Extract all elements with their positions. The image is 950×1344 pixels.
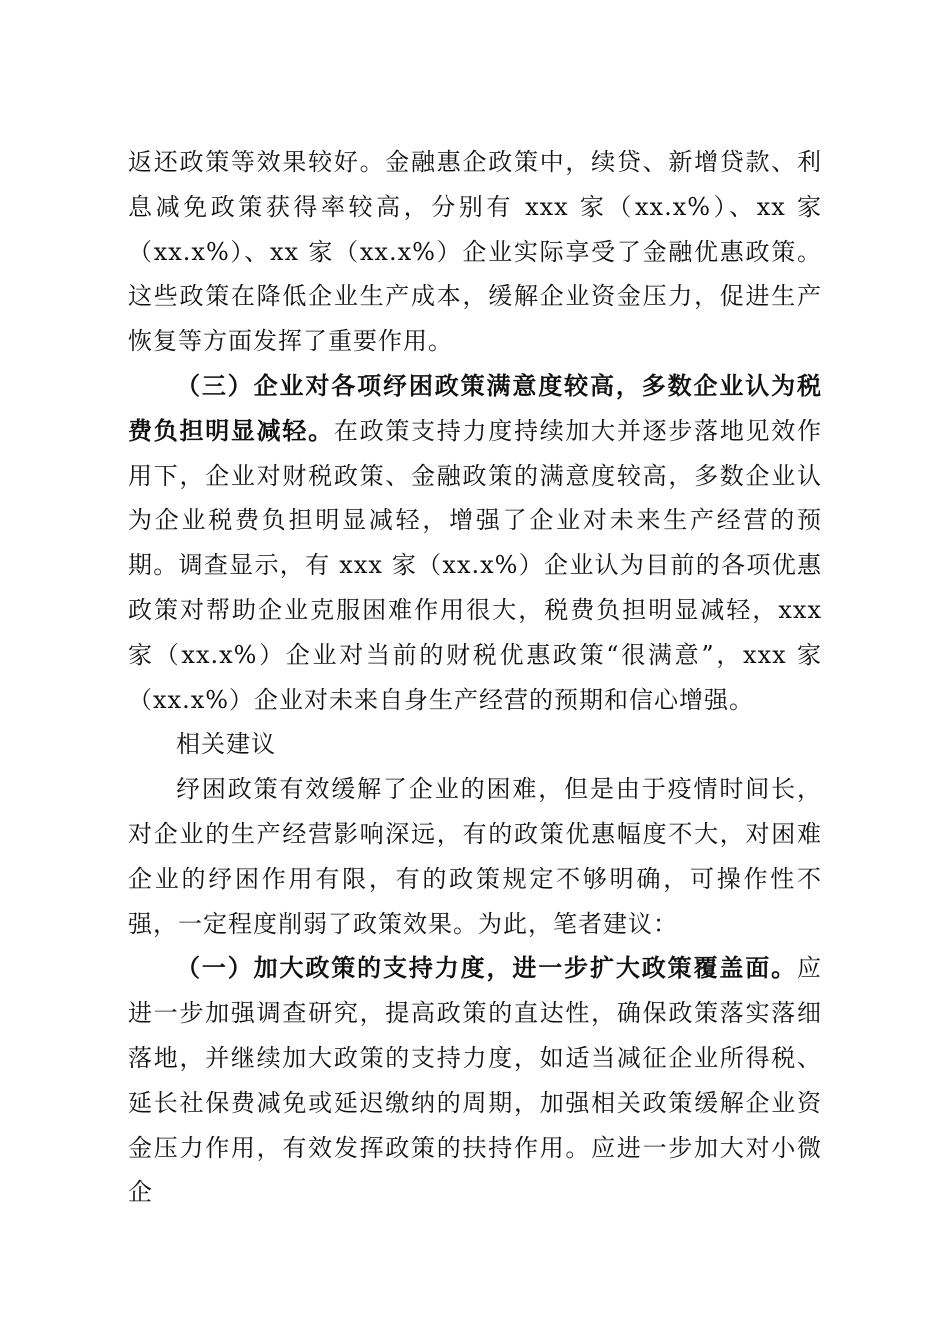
paragraph-text: 应进一步加强调查研究，提高政策的直达性，确保政策落实落细落地，并继续加大政策的支持力度，如适当减征企业所得税、延长社保费减免或延迟缴纳的周期，加强相关政策缓解企业资金压力作用，有效发挥政策的扶持作用。应进一步加大对小微企 [128,954,822,1207]
paragraph-continued-finance-policies [128,140,822,364]
paragraph-satisfaction [128,364,822,722]
section-heading-3: （三）企业对各项纾困政策满意度较高，多数企业认为税费负担明显减轻。 [128,370,822,445]
section-heading-1: （一）加大政策的支持力度，进一步扩大政策覆盖面。 [176,953,797,983]
document-body [128,140,822,1215]
paragraph-suggestions-intro [128,767,822,946]
paragraph-suggestion-1 [128,946,822,1215]
paragraph-text: 返还政策等效果较好。金融惠企政策中，续贷、新增贷款、利息减免政策获得率较高，分别有 xxx 家（xx.x%）、xx 家（xx.x%）、xx 家（xx.x%）企业实际享受了金融优惠政策。这些政策在降低企业生产成本，缓解企业资金压力，促进生产恢复等方面发挥了重要作用。 [128,148,822,356]
paragraph-text: 纾困政策有效缓解了企业的困难，但是由于疫情时间长，对企业的生产经营影响深远，有的政策优惠幅度不大，对困难企业的纾困作用有限，有的政策规定不够明确，可操作性不强，一定程度削弱了政策效果。为此，笔者建议： [128,775,822,938]
section-title-suggestions: 相关建议 [176,730,276,759]
paragraph-text: 在政策支持力度持续加大并逐步落地见效作用下，企业对财税政策、金融政策的满意度较高，多数企业认为企业税费负担明显减轻，增强了企业对未来生产经营的预期。调查显示，有 xxx 家（xx.x%）企业认为目前的各项优惠政策对帮助企业克服困难作用很大，税费负担明显减轻，xxx 家（xx.x%）企业对当前的财税优惠政策“很满意”，xxx 家（xx.x%）企业对未来自身生产经营的预期和信心增强。 [128,416,823,714]
